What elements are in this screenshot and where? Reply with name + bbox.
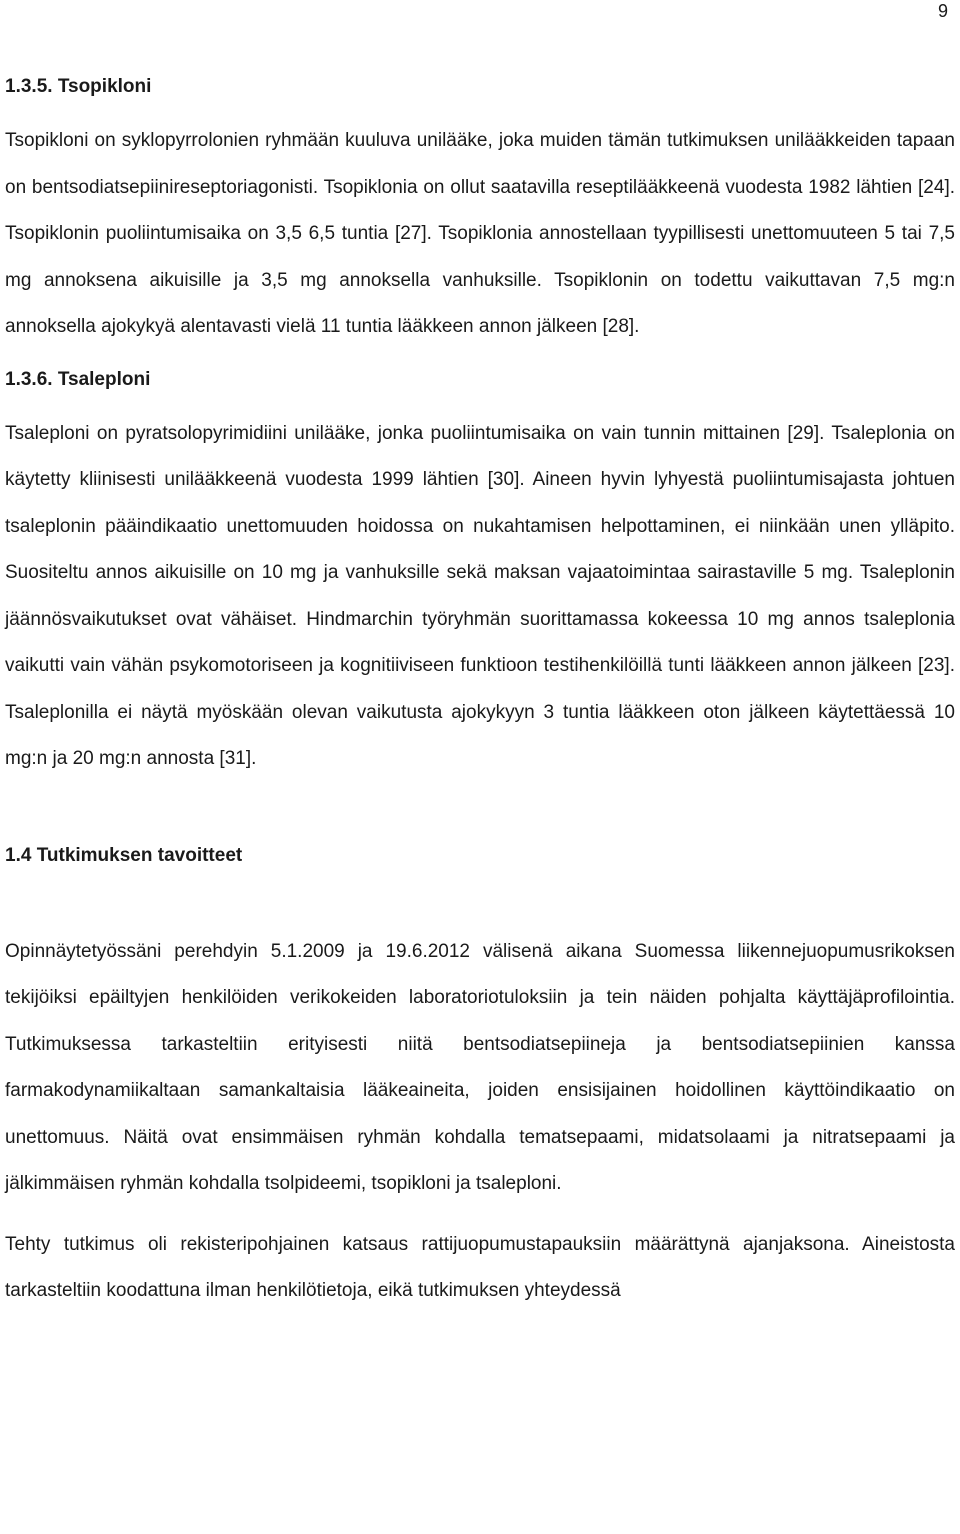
- paragraph-tsaleploni: Tsaleploni on pyratsolopyrimidiini unilääke, jonka puoliintumisaika on vain tunnin mittainen [29]. Tsaleplonia on käytetty kliinisesti unilääkkeenä vuodesta 1999 lähtien [30]. Aineen hyvin lyhyestä puoliintumisajasta johtuen tsaleplonin pääindikaatio unettomuuden hoidossa on nukahtamisen helpottaminen, ei niinkään unen ylläpito. Suositeltu annos aikuisille on 10 mg ja vanhuksille sekä maksan vajaatoimintaa sairastaville 5 mg. Tsaleplonin jäännösvaikutukset ovat vähäiset. Hindmarchin työryhmän suorittamassa kokeessa 10 mg annos tsaleplonia vaikutti vain vähän psykomotoriseen ja kognitiiviseen funktioon testihenkilöillä tunti lääkkeen annon jälkeen [23]. Tsaleplonilla ei näytä myöskään olevan vaikutusta ajokykyyn 3 tuntia lääkkeen oton jälkeen käytettäessä 10 mg:n ja 20 mg:n annosta [31].: [5, 422, 955, 769]
- paragraph-tavoitteet-1: Opinnäytetyössäni perehdyin 5.1.2009 ja 19.6.2012 välisenä aikana Suomessa liikennejuopumusrikoksen tekijöiksi epäiltyjen henkilöiden verikokeiden laboratoriotuloksiin ja tein näiden pohjalta käyttäjäprofilointia. Tutkimuksessa tarkasteltiin erityisesti niitä bentsodiatsepiineja ja bentsodiatsepiinien kanssa farmakodynamiikaltaan samankaltaisia lääkeaineita, joiden ensisijainen hoidollinen käyttöindikaatio on unettomuus. Näitä ovat ensimmäisen ryhmän kohdalla tematsepaami, midatsolaami ja nitratsepaami ja jälkimmäisen ryhmän kohdalla tsolpideemi, tsopikloni ja tsaleploni.: [5, 940, 955, 1194]
- page-number: 9: [937, 1, 948, 21]
- section-heading-tavoitteet: 1.4 Tutkimuksen tavoitteet: [5, 844, 243, 866]
- section-heading-tsaleploni: 1.3.6. Tsaleploni: [5, 368, 151, 390]
- document-body: [5, 70, 955, 1315]
- section-heading-tsopikloni: 1.3.5. Tsopikloni: [5, 76, 152, 97]
- paragraph-tavoitteet-2: Tehty tutkimus oli rekisteripohjainen katsaus rattijuopumustapauksiin määrättynä ajanjaksona. Aineistosta tarkasteltiin koodattuna ilman henkilötietoja, eikä tutkimuksen yhteydessä: [5, 1233, 955, 1301]
- paragraph-tsopikloni: Tsopikloni on syklopyrrolonien ryhmään kuuluva unilääke, joka muiden tämän tutkimuksen unilääkkeiden tapaan on bentsodiatsepiinireseptoriagonisti. Tsopiklonia on ollut saatavilla reseptilääkkeenä vuodesta 1982 lähtien [24]. Tsopiklonin puoliintumisaika on 3,5 6,5 tuntia [27]. Tsopiklonia annostellaan tyypillisesti unettomuuteen 5 tai 7,5 mg annoksena aikuisille ja 3,5 mg annoksella vanhuksille. Tsopiklonin on todettu vaikuttavan 7,5 mg:n annoksella ajokykyä alentavasti vielä 11 tuntia lääkkeen annon jälkeen [28].: [5, 130, 955, 337]
